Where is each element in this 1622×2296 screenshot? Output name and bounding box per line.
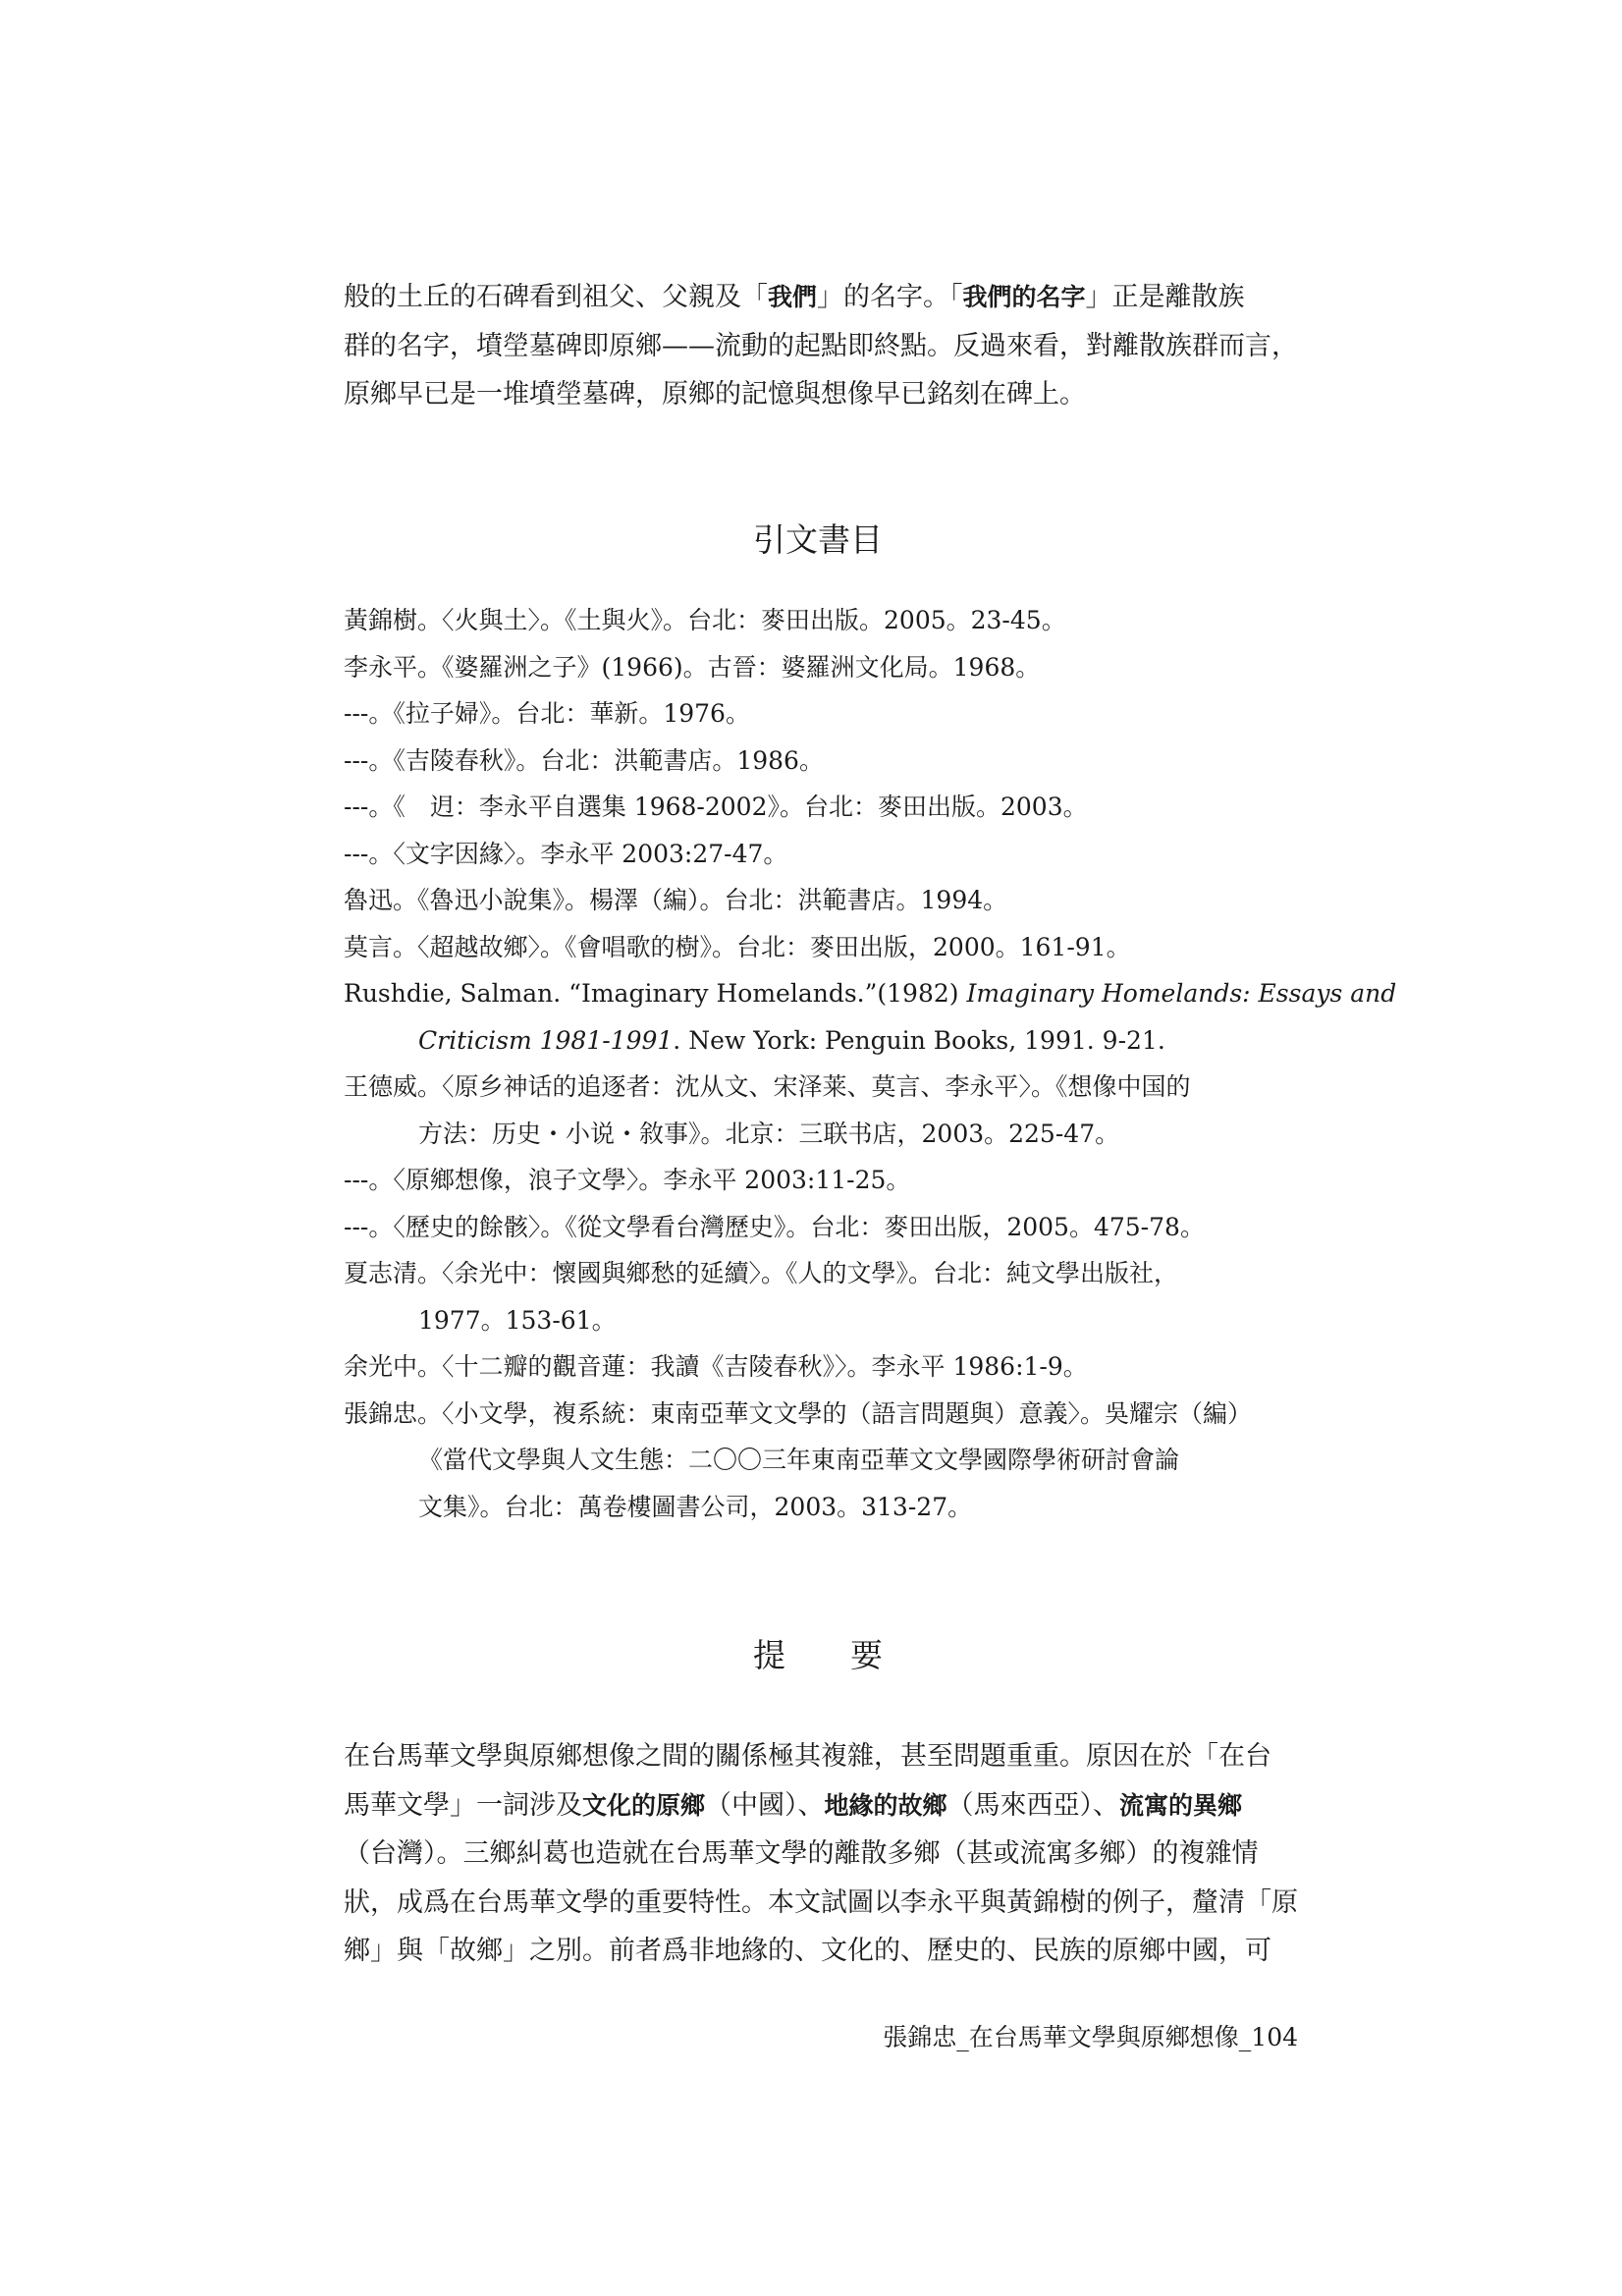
emphasis-text: 我們的名字 xyxy=(962,283,1086,311)
running-footer: 張錦忠_在台馬華文學與原鄉想像_104 xyxy=(883,2023,1298,2051)
bibliography-entry: ---。〈文字因緣〉。李永平 2003:27-47。 xyxy=(344,839,788,868)
bibliography-entry: ---。〈歷史的餘骸〉。《從文學看台灣歷史》。台北：麥田出版，2005。475-78。 xyxy=(344,1212,1205,1241)
entry-continuation: 方法：历史・小说・敘事》。北京：三联书店，2003。225-47。 xyxy=(418,1119,1120,1148)
bibliography-entry: 余光中。〈十二瓣的觀音蓮：我讀《吉陵春秋》〉。李永平 1986:1-9。 xyxy=(344,1352,1088,1381)
text-line: 在台馬華文學與原鄉想像之間的關係極其複雜，甚至問題重重。原因在於「在台 xyxy=(344,1741,1271,1772)
bibliography-entry: ---。《 迌：李永平自選集 1968-2002》。台北：麥田出版。2003。 xyxy=(344,793,1088,821)
text-line: 原鄉早已是一堆墳塋墓碑，原鄉的記憶與想像早已銘刻在碑上。 xyxy=(344,379,1086,410)
abstract-heading: 提 要 xyxy=(753,1636,883,1674)
entry-continuation: Criticism 1981-1991. New York: Penguin Books, 1991. 9-21. xyxy=(418,1025,1165,1055)
bibliography-heading: 引文書目 xyxy=(753,520,883,559)
bibliography-entry: 黃錦樹。〈火與土〉。《土與火》。台北：麥田出版。2005。23-45。 xyxy=(344,606,1066,634)
text-line: 般的土丘的石碑看到祖父、父親及「我們」的名字。「我們的名字」正是離散族 xyxy=(344,282,1245,312)
emphasis-text: 流寓的異鄉 xyxy=(1119,1790,1243,1820)
closing-paragraph xyxy=(344,273,1298,419)
emphasis-text: 地緣的故鄉 xyxy=(824,1790,947,1820)
bibliography-entry: Rushdie, Salman. “Imaginary Homelands.”(1982) Imaginary Homelands: Essays and Criticism 1981-1991. New York: Penguin Books, 1991. 9-21. xyxy=(344,970,1292,1064)
emphasis-text: 我們 xyxy=(768,283,818,311)
text-line: （台灣）。三鄉糾葛也造就在台馬華文學的離散多鄉（甚或流寓多鄉）的複雜情 xyxy=(344,1838,1259,1869)
entry-continuation: 《當代文學與人文生態：二〇〇三年東南亞華文文學國際學術研討會論 xyxy=(418,1446,1180,1474)
bibliography-entry: 夏志清。〈余光中：懷國與鄉愁的延續〉。《人的文學》。台北：純文學出版社， 1977。153-61。 xyxy=(344,1250,1292,1343)
emphasis-text: 文化的原鄉 xyxy=(582,1790,706,1820)
bibliography-entry: 王德威。〈原乡神话的追逐者：沈从文、宋泽莱、莫言、李永平〉。《想像中国的 方法：历史・小说・敘事》。北京：三联书店，2003。225-47。 xyxy=(344,1064,1292,1157)
bibliography-list xyxy=(344,597,1397,1530)
bibliography-entry: 魯迅。《魯迅小說集》。楊澤（編）。台北：洪範書店。1994。 xyxy=(344,886,1008,914)
text-line: 群的名字，墳塋墓碑即原鄉——流動的起點即終點。反過來看，對離散族群而言， xyxy=(344,330,1298,361)
bibliography-entry: ---。〈原鄉想像，浪子文學〉。李永平 2003:11-25。 xyxy=(344,1166,911,1194)
entry-continuation: 1977。153-61。 xyxy=(418,1305,617,1335)
text-line: 馬華文學」一詞涉及文化的原鄉（中國）、地緣的故鄉（馬來西亞）、流寓的異鄉 xyxy=(344,1789,1243,1821)
bibliography-entry: 張錦忠。〈小文學，複系統：東南亞華文文學的（語言問題與）意義〉。吳耀宗（編） 《當代文學與人文生態：二〇〇三年東南亞華文文學國際學術研討會論 文集》。台北：萬卷樓圖書公司，2003。313-27。 xyxy=(344,1391,1292,1531)
text-line: 鄉」與「故鄉」之別。前者爲非地緣的、文化的、歷史的、民族的原鄉中國，可 xyxy=(344,1936,1271,1966)
entry-continuation: 文集》。台北：萬卷樓圖書公司，2003。313-27。 xyxy=(418,1492,973,1521)
bibliography-entry: ---。《吉陵春秋》。台北：洪範書店。1986。 xyxy=(344,745,824,775)
bibliography-entry: 莫言。〈超越故鄉〉。《會唱歌的樹》。台北：麥田出版，2000。161-91。 xyxy=(344,932,1131,961)
book-title: Imaginary Homelands: Essays and xyxy=(966,979,1397,1008)
bibliography-entry: 李永平。《婆羅洲之子》(1966)。古晉：婆羅洲文化局。1968。 xyxy=(344,652,1041,682)
abstract-paragraph xyxy=(344,1732,1298,1976)
text-line: 狀，成爲在台馬華文學的重要特性。本文試圖以李永平與黃錦樹的例子，釐清「原 xyxy=(344,1886,1298,1918)
bibliography-entry: ---。《拉子婦》。台北：華新。1976。 xyxy=(344,699,750,728)
book-title: Criticism 1981-1991 xyxy=(418,1025,674,1055)
